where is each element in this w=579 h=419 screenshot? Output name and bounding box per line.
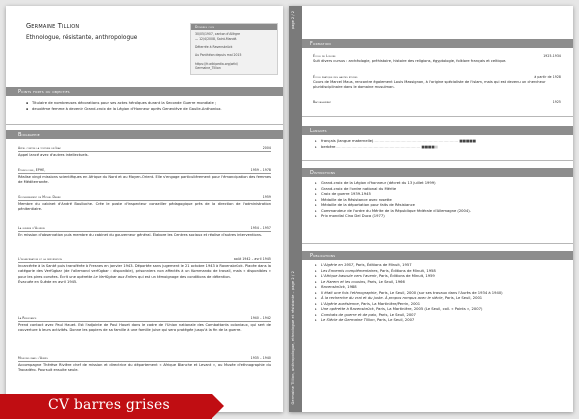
publication-details: , Paris, Le Seuil, 1966 <box>365 279 405 284</box>
publication-title: Combats de guerre et de paix <box>321 312 377 317</box>
entry-body: Appel lancé avec d'autres intellectuels. <box>18 152 89 157</box>
level-dot: ■ <box>469 139 473 143</box>
level-dot: ■ <box>459 139 463 143</box>
list-item: ▪ deuxième femme à devenir Grand-croix de la Légion d'Honneur après Geneviève de Gaulle-Anthonioz. <box>26 107 273 113</box>
entry-body: En mission d'observation puis membre du cabinet du gouverneur général. Élabore les Centres sociaux et réalise d'autres interventions. <box>18 232 262 237</box>
entry-date: 1935 – 1940 <box>250 356 271 360</box>
cv-page-2 <box>289 6 573 412</box>
section-bar-publications: Publications <box>302 251 573 260</box>
publication-details: , Paris, Éditions de Minuit, 1959 <box>376 274 435 278</box>
key-facts-box <box>190 23 278 75</box>
language-item <box>315 145 563 151</box>
publication-details: , Paris, Le Seuil, 2000 (sur ses travaux dans l'Aurès de 1934 à 1940) <box>376 290 503 295</box>
language-level <box>459 139 475 143</box>
template-label-ribbon <box>0 394 212 419</box>
publication-title: Ravensbrück <box>321 285 345 289</box>
level-dot: ■ <box>428 144 432 149</box>
key-fact-birth: 30/05/1907, canton d'Allègre <box>195 32 241 36</box>
level-dot: ■ <box>434 144 438 149</box>
publication-title: L'Algérie aurésienne <box>321 301 359 306</box>
entry-heading: École du Louvre <box>313 54 336 58</box>
bio-entry <box>18 356 271 374</box>
candidate-subtitle: Ethnologue, résistante, anthropologue <box>26 35 138 41</box>
key-fact-death: — 12/4/2008, Saint-Mandé. <box>195 36 238 41</box>
level-dot: ■ <box>424 144 429 149</box>
formation-entry <box>313 100 561 104</box>
key-fact-link-cont[interactable]: Germaine_Tillion <box>195 66 221 71</box>
list-item: ▸ Prix mondial Cino Del Duca (1977) <box>315 214 563 220</box>
publication-details: , Paris, Éditions de Minuit, 1958 <box>377 268 436 273</box>
entry-date: 1940 – 1942 <box>250 316 271 320</box>
entry-heading: Missions dans l'Aurès <box>18 356 48 360</box>
entry-date: 1959 <box>262 195 271 199</box>
entry-heading: Gouvernement de Michel Debré <box>18 195 61 199</box>
publications-list <box>315 263 563 324</box>
divider <box>302 160 573 161</box>
divider <box>302 116 573 117</box>
level-dot: ■ <box>421 144 425 149</box>
publication-details: , Paris, Le Seuil, 2001 <box>442 296 483 300</box>
cv-page-1 <box>6 6 283 412</box>
publication-title: À la recherche du vrai et du juste. À propos rompus avec le siècle <box>321 296 443 300</box>
level-dot: ■ <box>472 139 476 143</box>
section-bar-formation: Formation <box>302 39 573 48</box>
entry-body: Suit divers cursus : archéologie, préhistoire, histoire des religions, égyptologie, folklore français et celtique. <box>313 58 507 63</box>
bio-entry <box>18 146 271 158</box>
publication-details: , Paris, Le Seuil, 2007 <box>374 318 415 322</box>
section-bar-distinctions: Distinctions <box>302 168 573 177</box>
entry-date: 1925-1934 <box>543 54 561 58</box>
entry-date: à partir de 1928 <box>534 75 561 79</box>
entry-heading: Baccalauréat <box>313 100 331 104</box>
entry-heading: L'incarcération et la déportation <box>18 257 63 261</box>
list-item: ▸ Croix de guerre 1939-1945 <box>315 192 563 198</box>
entry-date: août 1942 – avril 1945 <box>233 257 271 261</box>
entry-heading: Ethnologue, EPHE, <box>18 168 46 172</box>
level-dot: ■ <box>431 144 435 149</box>
publication-details: , Paris, La Martinière/Perrin, 2001 <box>358 301 421 306</box>
entry-date: 2004 <box>262 146 271 150</box>
section-bar-languages: Langues <box>302 126 573 135</box>
entry-heading: La Résistance <box>18 316 37 320</box>
entry-body <box>18 264 271 285</box>
entry-body: Réalise vingt missions scientifiques en Afrique du Nord et au Moyen-Orient. Elle s'engage particulièrement pour l'émancipation des femmes de Méditerranée. <box>18 174 271 185</box>
list-item: ▸ Médaille de la Résistance avec rosette <box>315 198 563 204</box>
candidate-name: Germaine Tillion <box>26 22 80 30</box>
entry-body: Accompagne Thérèse Rivière chef de mission et directrice du département « Afrique Blanche et Levant », au Musée d'ethnographie du Trocadéro. Poursuit ensuite seule. <box>18 362 271 373</box>
publication-title: Le Harem et les cousins <box>321 279 366 284</box>
publication-details: , 1988 <box>344 285 357 289</box>
publication-item <box>315 318 563 324</box>
languages-list <box>315 139 563 150</box>
key-fact-pantheon: Au Panthéon depuis mai 2015 <box>195 53 242 58</box>
publication-details: , Paris, Éditions de Minuit, 1957 <box>353 263 412 267</box>
language-name: français (langue maternelle) <box>321 139 374 143</box>
language-level <box>421 145 437 149</box>
section-bar-biography: Biographie <box>6 130 283 139</box>
key-fact-link[interactable]: https://fr.wikipedia.org/wiki/ <box>195 61 238 66</box>
list-item: ▸ Grand-croix de l'ordre national du Mérite <box>315 187 563 193</box>
publication-details: , Paris, Le Seuil, 2007 <box>376 312 416 317</box>
list-item: ▸ Médaille de la déportation pour faits de Résistance <box>315 203 563 209</box>
entry-date: 1954 – 1957 <box>250 226 271 230</box>
vertical-sidebar <box>289 6 302 412</box>
entry-body: Membre du cabinet d'André Boulloche. Crée le poste d'inspecteur conseiller pédagogique près de la direction de l'administration pénitentiaire. <box>18 201 271 212</box>
key-fact-deported: Déterrée à Ravensbrück <box>195 45 233 50</box>
bio-entry <box>18 316 271 334</box>
entry-body: Prend contact avec Paul Hauet. Est l'adjointe de Paul Hauet dans le cadre de l'Union nationale des Combattants coloniaux, qui sert de couverture à leurs activités. Donne les papiers de sa famille à une famille juive qui sera protégée jusqu'à la fin de la guerre. <box>18 322 271 333</box>
formation-entry <box>313 54 561 64</box>
list-item: ▪ Titulaire de nombreuses décorations pour ses actes héroïques durant la Seconde Guerre mondiale ; <box>26 101 273 107</box>
section-bar-strengths: Points forts ou objectifs <box>6 87 283 96</box>
list-item: ▸ Grand-croix de la Légion d'honneur (décret du 13 juillet 1999) <box>315 181 563 187</box>
level-dot: ■ <box>462 139 466 143</box>
entry-body-text: qui est un témoignage des conditions de détention. <box>136 274 231 279</box>
bio-entry <box>18 226 271 238</box>
entry-body: Cours de Marcel Maus, rencontre également Louis Massignon, à l'origine spécialiste de l'islam, mais qui est devenu un chercheur pluridisciplinaire dans le domaine musulman. <box>313 79 546 89</box>
entry-heading: École pratique des hautes études <box>313 75 358 79</box>
sidebar-caption: Germaine Tillion, anthropologue, ethnologue et résistante – page 2 / 2 <box>290 270 295 404</box>
publication-title: Le Siècle de Germaine Tillion <box>321 318 375 322</box>
publication-title: Les Ennemis complémentaires <box>321 268 378 273</box>
level-dot: ■ <box>465 139 470 143</box>
entry-date: 1959 – 1978 <box>250 168 271 172</box>
key-facts-title: Données clés <box>191 24 277 30</box>
publication-title: Il était une fois l'ethnographie <box>321 290 377 295</box>
publication-title: L'Algérie en 1957 <box>321 263 354 267</box>
divider <box>6 124 283 125</box>
formation-entry <box>313 75 561 90</box>
publication-title: L'Afrique bascule vers l'avenir <box>321 274 377 278</box>
entry-body-title: Le Verfügbar aux Enfers <box>93 274 137 279</box>
template-label: CV barres grises <box>48 397 170 413</box>
bio-entry <box>18 257 271 285</box>
entry-heading: Appel contre la torture en Irak <box>18 146 61 150</box>
distinctions-list <box>315 181 563 220</box>
bio-entry <box>18 195 271 213</box>
language-name: berbère <box>321 144 336 149</box>
entry-body-text: Incarcérée à la Santé puis transférée à Fresnes en janvier 1943. Déportée sans jugement le 21 octobre 1943 à Ravensbrück. Placée dans la catégorie des Verfügbar (de l'allemand verfügbar : disponible), prisonniers non affectés à un Kommando de travail, mais « disponibles » pour les pires corvées. Écrit une opérette <box>18 263 271 279</box>
publication-details: , Paris, La Martinière, 2005 (Le Seuil, coll. « Points », 2007) <box>373 307 483 311</box>
entry-body-text: Évacuée en Suède en avril 1945. <box>18 279 78 284</box>
entry-heading: La guerre d'Algérie <box>18 226 45 230</box>
divider <box>302 243 573 244</box>
bio-entry <box>18 168 271 186</box>
entry-date: 1925 <box>552 100 561 104</box>
publication-title: Une opérette à Ravensbrück <box>321 307 374 311</box>
list-item: ▸ Commandeur de l'ordre du Mérite de la République fédérale d'Allemagne (2004). <box>315 209 563 215</box>
strengths-list <box>26 101 273 112</box>
page-number: page 2 / 2 <box>291 11 295 30</box>
leader-dots: …………………………………………………………… <box>335 144 421 149</box>
leader-dots: …………………………………………………………… <box>373 139 459 143</box>
